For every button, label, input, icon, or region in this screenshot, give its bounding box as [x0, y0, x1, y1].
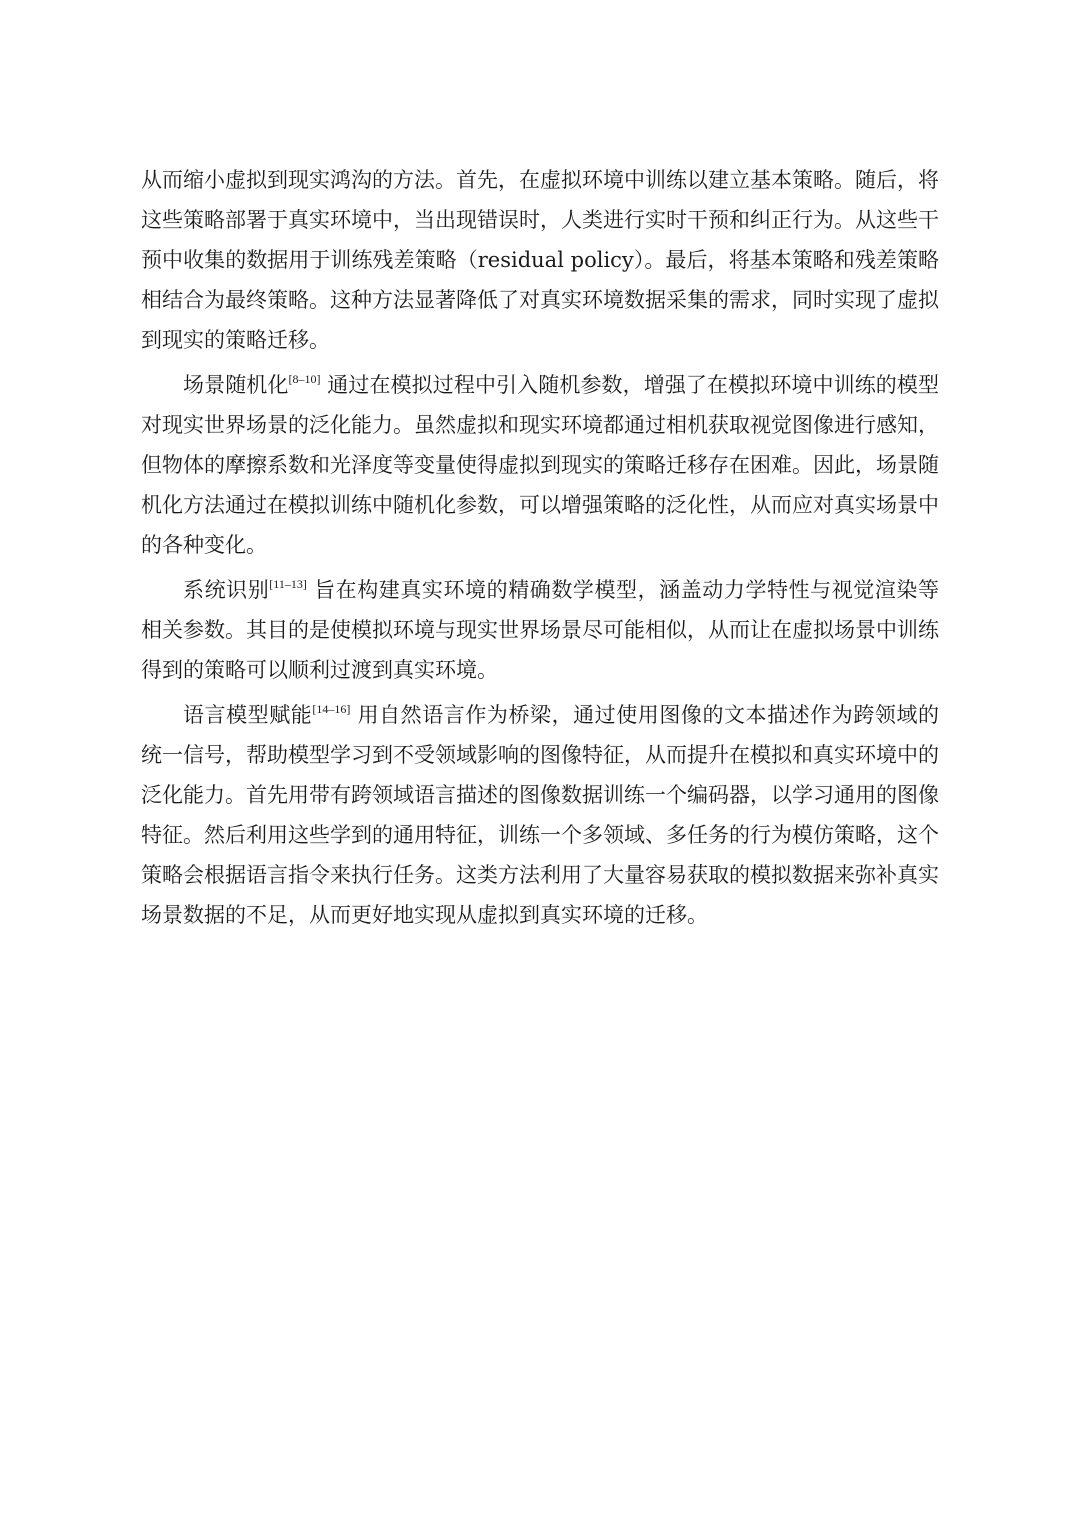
paragraph-language-model [141, 695, 939, 935]
body-text [141, 160, 939, 940]
paragraph-scene-randomization [141, 365, 939, 565]
paragraph-text: 用自然语言作为桥梁，通过使用图像的文本描述作为跨领域的统一信号，帮助模型学习到不受领域影响的图像特征，从而提升在模拟和真实环境中的泛化能力。首先用带有跨领域语言描述的图像数据训练一个编码器，以学习通用的图像特征。然后利用这些学到的通用特征，训练一个多领域、多任务的行为模仿策略，这个策略会根据语言指令来执行任务。这类方法利用了大量容易获取的模拟数据来弥补真实场景数据的不足，从而更好地实现从虚拟到真实环境的迁移。 [141, 703, 939, 927]
citation: [14–16] [312, 702, 351, 716]
paragraph-text: 从而缩小虚拟到现实鸿沟的方法。首先，在虚拟环境中训练以建立基本策略。随后，将这些策略部署于真实环境中，当出现错误时，人类进行实时干预和纠正行为。从这些干预中收集的数据用于训练残差策略（residual policy）。最后，将基本策略和残差策略相结合为最终策略。这种方法显著降低了对真实环境数据采集的需求，同时实现了虚拟到现实的策略迁移。 [141, 168, 939, 352]
paragraph-text: 通过在模拟过程中引入随机参数，增强了在模拟环境中训练的模型对现实世界场景的泛化能力。虽然虚拟和现实环境都通过相机获取视觉图像进行感知，但物体的摩擦系数和光泽度等变量使得虚拟到现实的策略迁移存在困难。因此，场景随机化方法通过在模拟训练中随机化参数，可以增强策略的泛化性，从而应对真实场景中的各种变化。 [141, 373, 939, 557]
paragraph-term: 场景随机化 [183, 373, 289, 397]
paragraph-text: 旨在构建真实环境的精确数学模型，涵盖动力学特性与视觉渲染等相关参数。其目的是使模拟环境与现实世界场景尽可能相似，从而让在虚拟场景中训练得到的策略可以顺利过渡到真实环境。 [141, 578, 939, 682]
paragraph-term: 系统识别 [183, 578, 270, 602]
citation: [11–13] [269, 577, 307, 591]
paragraph-sim2real-intro [141, 160, 939, 360]
paragraph-term: 语言模型赋能 [183, 703, 313, 727]
paragraph-system-identification [141, 570, 939, 690]
citation: [8–10] [288, 372, 321, 386]
